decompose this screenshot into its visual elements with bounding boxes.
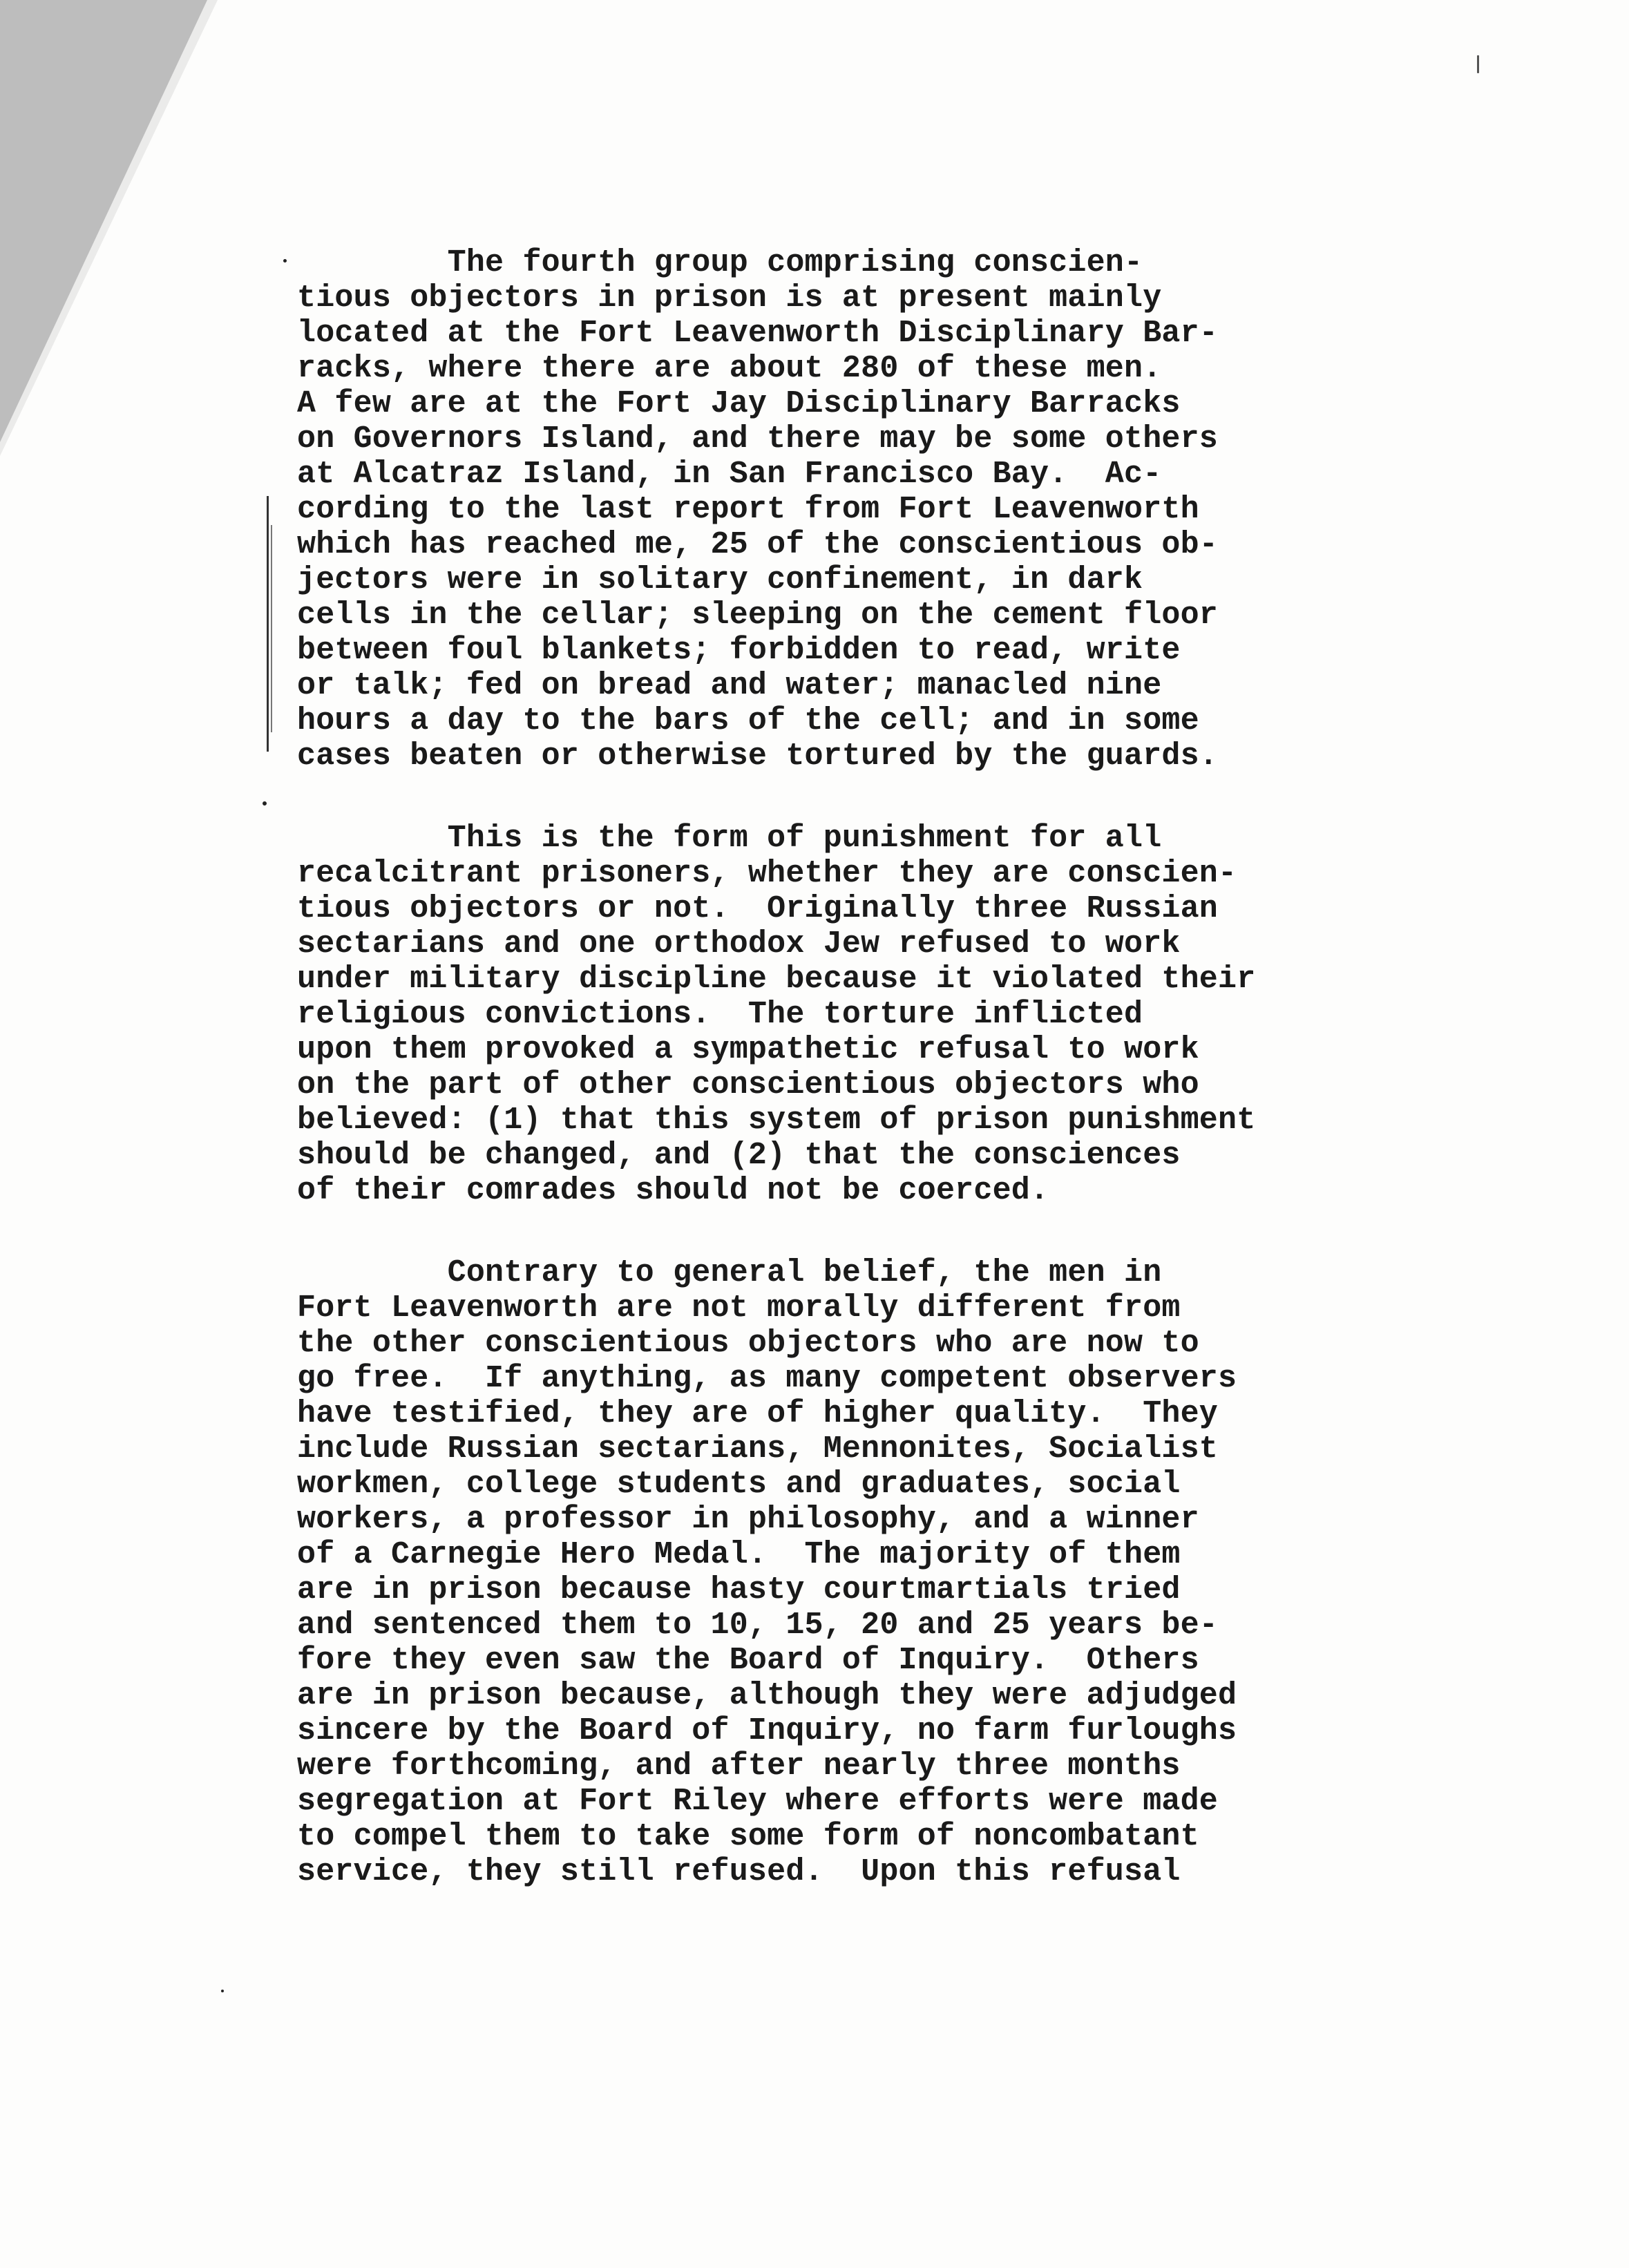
text-line: to compel them to take some form of noncombatant — [297, 1819, 1199, 1854]
text-line: include Russian sectarians, Mennonites, Socialist — [297, 1431, 1219, 1467]
text-line: at Alcatraz Island, in San Francisco Bay. Ac- — [297, 457, 1162, 492]
text-line: cells in the cellar; sleeping on the cement floor — [297, 598, 1219, 633]
ink-speck — [221, 1990, 224, 1992]
text-line: believed: (1) that this system of prison punishment — [297, 1103, 1256, 1138]
text-line: racks, where there are about 280 of these men. — [297, 351, 1162, 386]
typescript-body — [297, 245, 1402, 1936]
text-line: cording to the last report from Fort Leavenworth — [297, 492, 1199, 527]
text-line: sectarians and one orthodox Jew refused to work — [297, 926, 1181, 962]
text-line: the other conscientious objectors who are now to — [297, 1326, 1199, 1361]
text-line: service, they still refused. Upon this refusal — [297, 1854, 1181, 1889]
text-line: go free. If anything, as many competent observers — [297, 1361, 1237, 1396]
text-line: upon them provoked a sympathetic refusal to work — [297, 1032, 1199, 1067]
text-line: workmen, college students and graduates, social — [297, 1467, 1181, 1502]
text-line: workers, a professor in philosophy, and a winner — [297, 1502, 1199, 1537]
ink-speck — [283, 259, 287, 263]
paragraph-1 — [297, 245, 1402, 774]
text-line: The fourth group comprising conscien- — [297, 245, 1143, 280]
text-line: segregation at Fort Riley where efforts were made — [297, 1784, 1219, 1819]
margin-mark-secondary — [271, 525, 272, 732]
text-line: are in prison because hasty courtmartials tried — [297, 1572, 1181, 1608]
text-line: which has reached me, 25 of the conscientious ob- — [297, 527, 1219, 562]
text-line: jectors were in solitary confinement, in dark — [297, 562, 1143, 598]
paragraph-3 — [297, 1255, 1402, 1889]
text-line: or talk; fed on bread and water; manacled nine — [297, 668, 1162, 703]
ink-speck — [1477, 55, 1479, 73]
text-line: recalcitrant prisoners, whether they are conscien- — [297, 856, 1237, 891]
ink-speck — [263, 801, 267, 806]
text-line: of their comrades should not be coerced. — [297, 1173, 1049, 1208]
text-line: religious convictions. The torture inflicted — [297, 997, 1143, 1032]
text-line: hours a day to the bars of the cell; and in some — [297, 703, 1199, 738]
page-corner-fold — [0, 0, 207, 442]
text-line: A few are at the Fort Jay Disciplinary Barracks — [297, 386, 1181, 421]
text-line: located at the Fort Leavenworth Disciplinary Bar- — [297, 316, 1219, 351]
text-line: This is the form of punishment for all — [297, 821, 1162, 856]
text-line: tious objectors in prison is at present mainly — [297, 280, 1162, 316]
text-line: of a Carnegie Hero Medal. The majority of them — [297, 1537, 1181, 1572]
text-line: on the part of other conscientious objectors who — [297, 1067, 1199, 1103]
text-line: on Governors Island, and there may be some others — [297, 421, 1219, 457]
text-line: Fort Leavenworth are not morally different from — [297, 1290, 1181, 1326]
text-line: should be changed, and (2) that the consciences — [297, 1138, 1181, 1173]
text-line: fore they even saw the Board of Inquiry. Others — [297, 1643, 1199, 1678]
text-line: tious objectors or not. Originally three Russian — [297, 891, 1219, 926]
paragraph-2 — [297, 821, 1402, 1208]
text-line: sincere by the Board of Inquiry, no farm furloughs — [297, 1713, 1237, 1748]
text-line: were forthcoming, and after nearly three months — [297, 1748, 1181, 1784]
text-line: under military discipline because it violated their — [297, 962, 1256, 997]
text-line: cases beaten or otherwise tortured by the guards. — [297, 738, 1219, 774]
text-line: are in prison because, although they were adjudged — [297, 1678, 1237, 1713]
text-line: have testified, they are of higher quality. They — [297, 1396, 1219, 1431]
margin-mark — [267, 496, 269, 752]
text-line: Contrary to general belief, the men in — [297, 1255, 1162, 1290]
text-line: between foul blankets; forbidden to read, write — [297, 633, 1181, 668]
text-line: and sentenced them to 10, 15, 20 and 25 years be- — [297, 1608, 1219, 1643]
